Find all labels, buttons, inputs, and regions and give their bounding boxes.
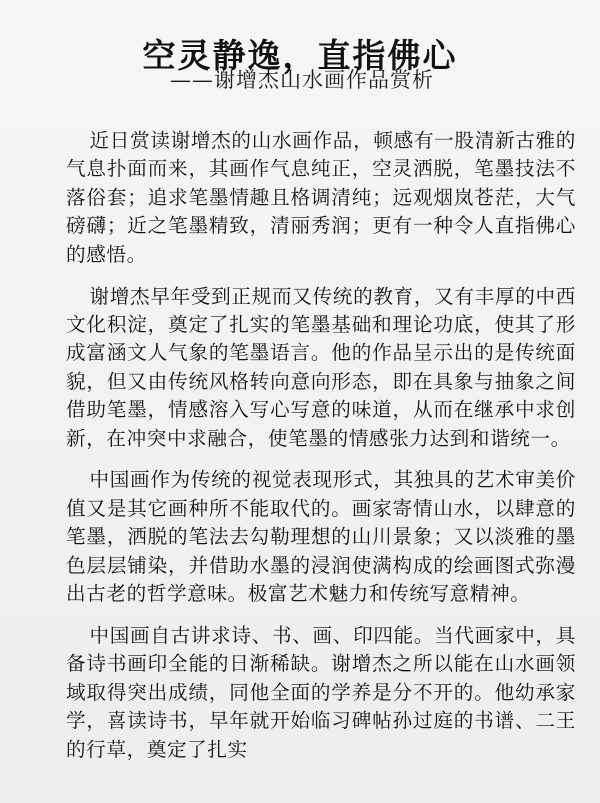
- article-title: 空灵静逸，直指佛心: [142, 36, 458, 76]
- paragraph-1: 近日赏读谢增杰的山水画作品，顿感有一股清新古雅的气息扑面而来，其画作气息纯正，空灵洒脱，笔墨技法不落俗套；追求笔墨情趣且格调清纯；远观烟岚苍茫，大气磅礴；近之笔墨精致，清丽秀润；更有一种令人直指佛心的感悟。: [66, 129, 576, 266]
- paragraph-3: 中国画作为传统的视觉表现形式，其独具的艺术审美价值又是其它画种所不能取代的。画家寄情山水，以肆意的笔墨，洒脱的笔法去勾勒理想的山川景象；又以淡雅的墨色层层铺染，并借助水墨的浸润使满构成的绘画图式弥漫出古老的哲学意味。极富艺术魅力和传统写意精神。: [66, 468, 576, 606]
- article-subtitle: ——谢增杰山水画作品赏析: [170, 68, 434, 92]
- paragraph-2: 谢增杰早年受到正规而又传统的教育，又有丰厚的中西文化积淀，奠定了扎实的笔墨基础和理论功底，使其了形成富涵文人气象的笔墨语言。他的作品呈示出的是传统面貌，但又由传统风格转向意向形态，即在具象与抽象之间借助笔墨，情感溶入写心写意的味道，从而在继承中求创新，在冲突中求融合，使笔墨的情感张力达到和谐统一。: [66, 284, 576, 450]
- article-body: [66, 127, 576, 778]
- paragraph-4: 中国画自古讲求诗、书、画、印四能。当代画家中，具备诗书画印全能的日渐稀缺。谢增杰之所以能在山水画领域取得突出成绩，同他全面的学养是分不开的。他幼承家学，喜读诗书，早年就开始临习碑帖孙过庭的书谱、二王的行草，奠定了扎实: [66, 624, 576, 761]
